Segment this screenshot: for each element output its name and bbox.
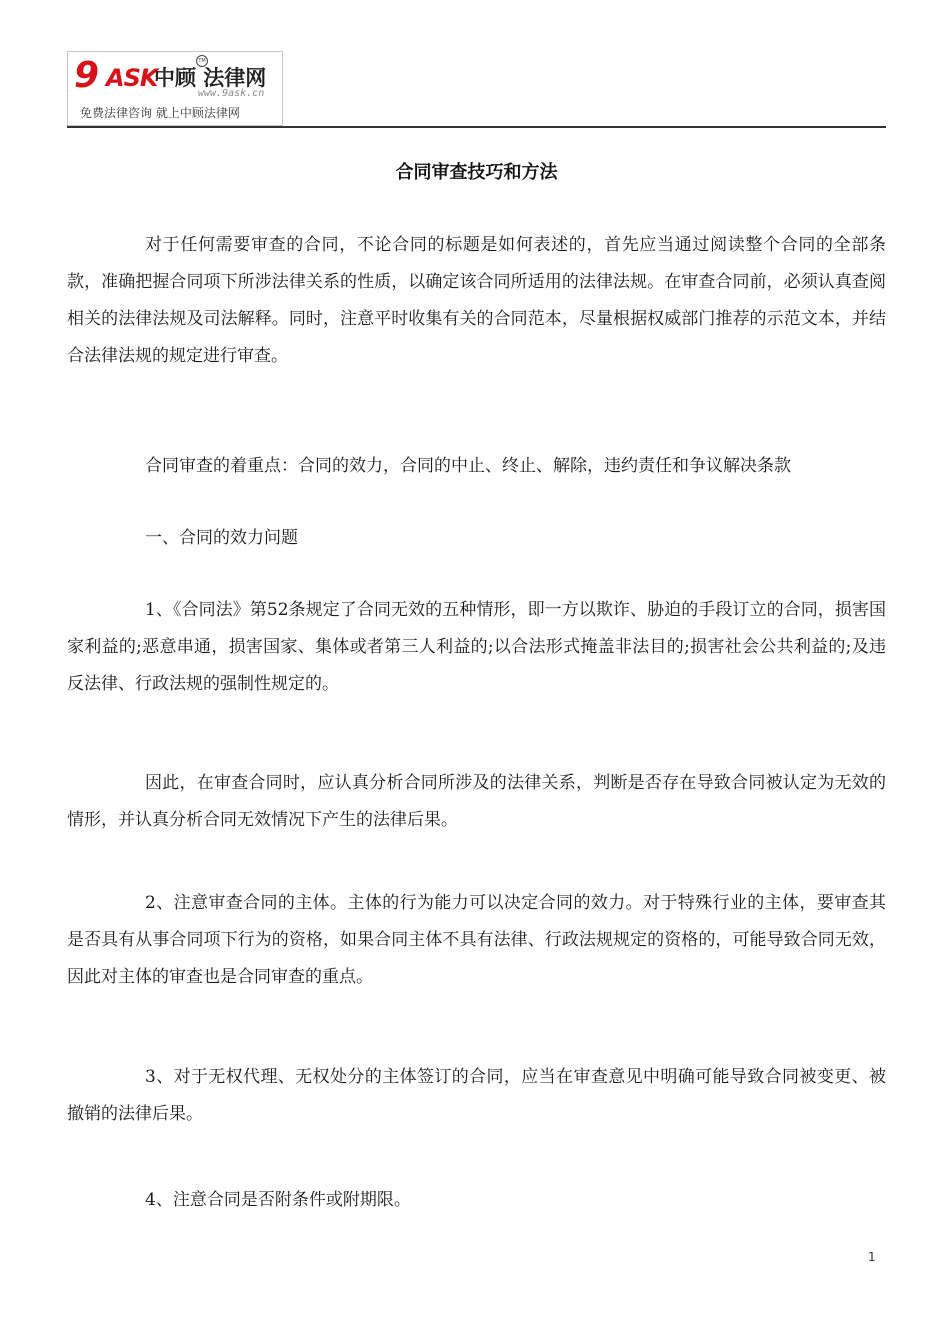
document-title: 合同审查技巧和方法 (395, 162, 558, 183)
paragraph-item-1: 1、《合同法》第52条规定了合同无效的五种情形，即一方以欺诈、胁迫的手段订立的合同，损害国家利益的;恶意串通，损害国家、集体或者第三人利益的;以合法形式掩盖非法目的;损害社会公共利益的;及违反法律、行政法规的强制性规定的。 (67, 600, 886, 694)
page-number: 1 (868, 1250, 876, 1264)
logo-ask: ASK (106, 64, 158, 92)
logo-mark: 9 (74, 55, 100, 96)
page-header (67, 51, 886, 128)
trademark-icon: TM (196, 55, 208, 67)
section-heading-validity: 一、合同的效力问题 (145, 528, 298, 548)
logo-brand-name: 中顾 法律网 (154, 66, 267, 90)
logo-slogan: 免费法律咨询 就上中顾法律网 (80, 106, 240, 120)
logo[interactable] (67, 51, 283, 126)
paragraph-key-points: 合同审查的着重点：合同的效力，合同的中止、终止、解除，违约责任和争议解决条款 (145, 456, 791, 476)
header-divider (67, 126, 886, 128)
logo-url: www.9ask.cn (198, 88, 265, 99)
paragraph-therefore: 因此，在审查合同时，应认真分析合同所涉及的法律关系，判断是否存在导致合同被认定为无效的情形，并认真分析合同无效情况下产生的法律后果。 (67, 773, 886, 830)
paragraph-item-3: 3、对于无权代理、无权处分的主体签订的合同，应当在审查意见中明确可能导致合同被变更、被撤销的法律后果。 (67, 1067, 886, 1124)
paragraph-intro: 对于任何需要审查的合同，不论合同的标题是如何表述的，首先应当通过阅读整个合同的全部条款，准确把握合同项下所涉法律关系的性质，以确定该合同所适用的法律法规。在审查合同前，必须认真查阅相关的法律法规及司法解释。同时，注意平时收集有关的合同范本，尽量根据权威部门推荐的示范文本，并结合法律法规的规定进行审查。 (67, 235, 886, 366)
paragraph-item-4: 4、注意合同是否附条件或附期限。 (145, 1190, 411, 1210)
paragraph-item-2: 2、注意审查合同的主体。主体的行为能力可以决定合同的效力。对于特殊行业的主体，要审查其是否具有从事合同项下行为的资格，如果合同主体不具有法律、行政法规规定的资格的，可能导致合同无效，因此对主体的审查也是合同审查的重点。 (67, 893, 886, 987)
